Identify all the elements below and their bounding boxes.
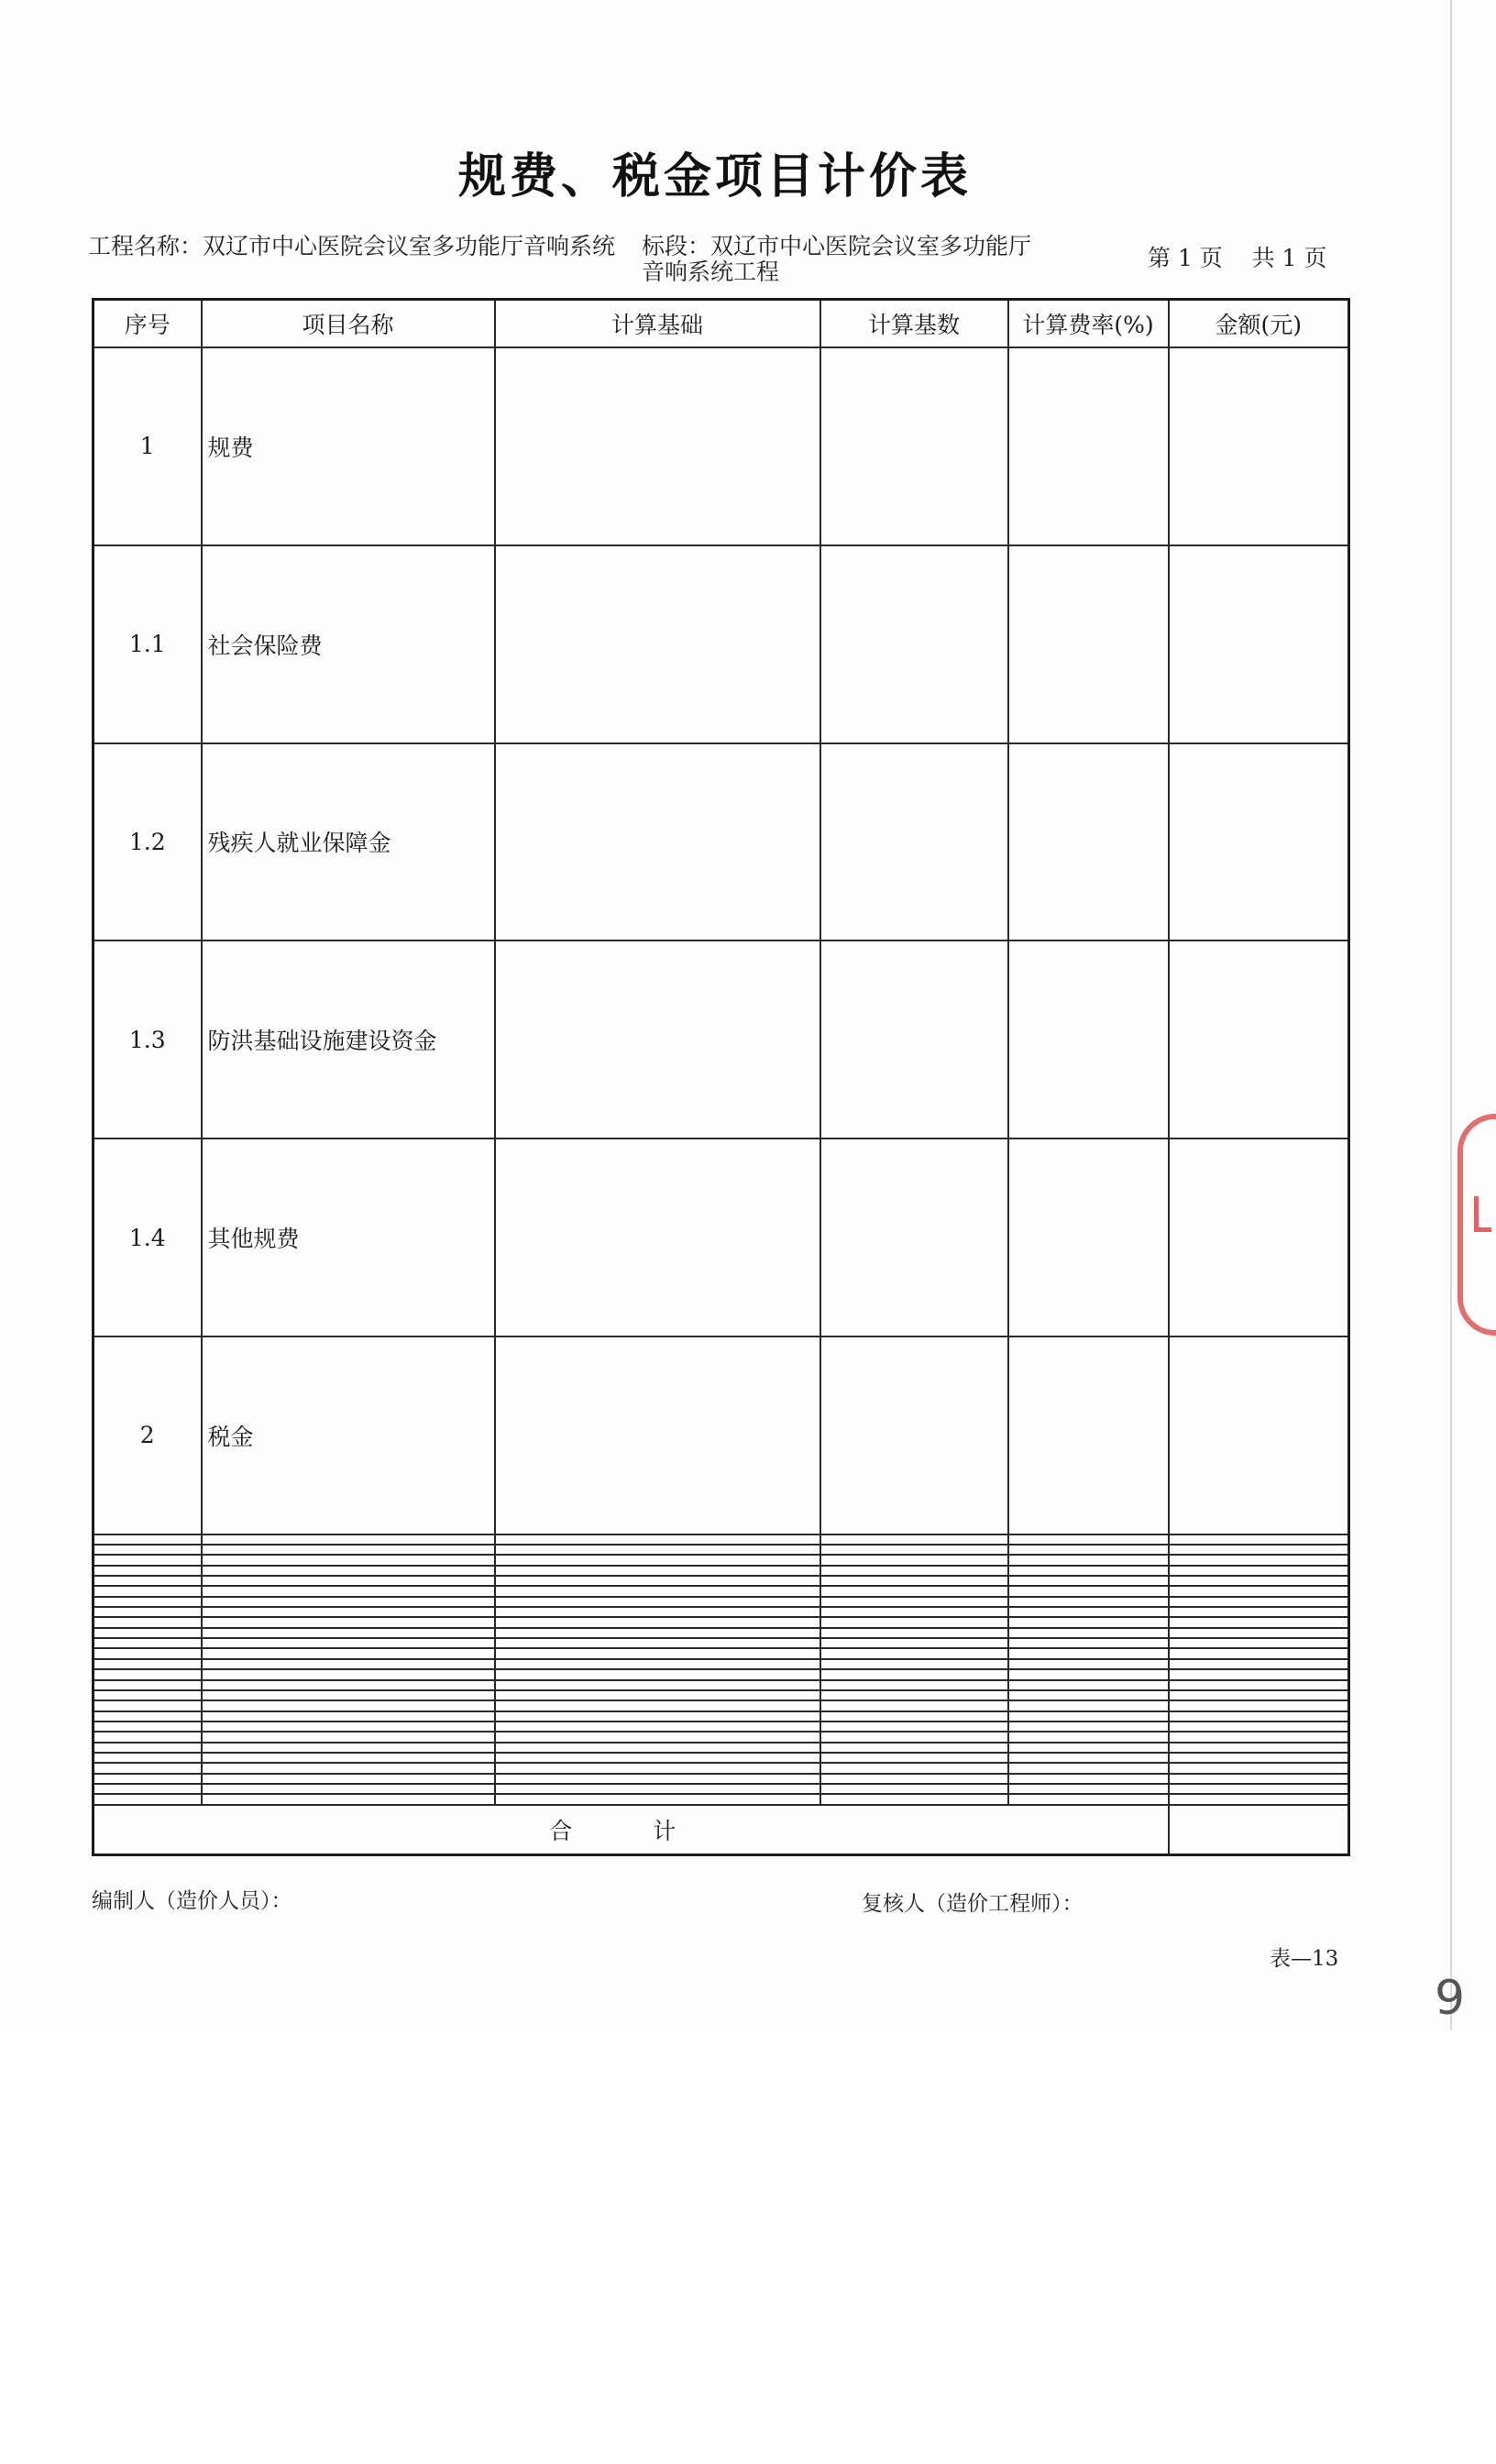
cell-base	[820, 1700, 1008, 1710]
cell-name	[202, 1534, 495, 1545]
cell-amount	[1169, 1576, 1349, 1586]
cell-basis	[495, 1336, 820, 1534]
cell-base	[820, 1597, 1008, 1607]
cell-no: 1	[94, 347, 202, 545]
cell-rate	[1008, 1763, 1169, 1773]
cell-amount	[1169, 545, 1349, 743]
cell-base	[820, 1690, 1008, 1700]
table-row	[94, 743, 1349, 941]
table-row	[94, 1690, 1349, 1700]
cell-name	[202, 1638, 495, 1648]
cell-basis	[495, 1794, 820, 1805]
cell-name	[202, 1576, 495, 1586]
cell-name	[202, 1597, 495, 1607]
cell-name	[202, 1794, 495, 1805]
cell-rate	[1008, 1336, 1169, 1534]
cell-amount	[1169, 1138, 1349, 1336]
cell-amount	[1169, 1722, 1349, 1732]
table-row	[94, 1743, 1349, 1753]
cell-no	[94, 1566, 202, 1576]
cell-base	[820, 1534, 1008, 1545]
cell-basis	[495, 1566, 820, 1576]
cell-name	[202, 1732, 495, 1742]
cell-rate	[1008, 545, 1169, 743]
cell-amount	[1169, 1597, 1349, 1607]
cell-no	[94, 1638, 202, 1648]
cell-rate	[1008, 1648, 1169, 1658]
cell-basis	[495, 1638, 820, 1648]
cell-amount	[1169, 1711, 1349, 1722]
table-row	[94, 347, 1349, 545]
cell-rate	[1008, 1617, 1169, 1627]
cell-basis	[495, 1722, 820, 1732]
cell-no	[94, 1607, 202, 1617]
cell-no	[94, 1722, 202, 1732]
cell-name	[202, 1545, 495, 1555]
cell-base	[820, 1680, 1008, 1690]
total-amount-cell	[1169, 1805, 1349, 1855]
table-row	[94, 545, 1349, 743]
cell-amount	[1169, 1690, 1349, 1700]
cell-rate	[1008, 1711, 1169, 1722]
cell-amount	[1169, 1680, 1349, 1690]
reviewer-signature-line: 复核人（造价工程师）：	[862, 1892, 1084, 1916]
cell-amount	[1169, 1648, 1349, 1658]
cell-amount	[1169, 1566, 1349, 1576]
compiler-signature-line: 编制人（造价人员）：	[92, 1889, 292, 1913]
cell-basis	[495, 347, 820, 545]
cell-amount	[1169, 1743, 1349, 1753]
cell-name: 规费	[202, 347, 495, 545]
cell-base	[820, 1732, 1008, 1742]
page-total: 共 1 页	[1251, 245, 1327, 271]
cell-name: 其他规费	[202, 1138, 495, 1336]
cell-rate	[1008, 1534, 1169, 1545]
cell-rate	[1008, 1659, 1169, 1669]
cell-basis	[495, 1669, 820, 1679]
fee-table	[92, 298, 1350, 1856]
table-row	[94, 1566, 1349, 1576]
cell-basis	[495, 1138, 820, 1336]
table-row	[94, 1784, 1349, 1794]
cell-base	[820, 940, 1008, 1138]
cell-basis	[495, 940, 820, 1138]
total-row	[94, 1805, 1349, 1855]
cell-name	[202, 1555, 495, 1565]
cell-no	[94, 1690, 202, 1700]
cell-rate	[1008, 940, 1169, 1138]
cell-base	[820, 1794, 1008, 1805]
cell-basis	[495, 1690, 820, 1700]
cell-amount	[1169, 1336, 1349, 1534]
cell-rate	[1008, 1700, 1169, 1710]
cell-no	[94, 1669, 202, 1679]
page-info	[1148, 246, 1326, 271]
table-row	[94, 1722, 1349, 1732]
cell-basis	[495, 1617, 820, 1627]
cell-base	[820, 1722, 1008, 1732]
cell-base	[820, 1648, 1008, 1658]
cell-rate	[1008, 1597, 1169, 1607]
cell-amount	[1169, 1732, 1349, 1742]
cell-basis	[495, 1784, 820, 1794]
col-header-rate: 计算费率(%)	[1008, 300, 1169, 348]
cell-amount	[1169, 1753, 1349, 1763]
cell-basis	[495, 1555, 820, 1565]
cell-basis	[495, 1711, 820, 1722]
cell-rate	[1008, 1774, 1169, 1784]
table-row	[94, 1628, 1349, 1638]
table-row	[94, 1659, 1349, 1669]
table-row	[94, 940, 1349, 1138]
cell-base	[820, 1669, 1008, 1679]
cell-amount	[1169, 1638, 1349, 1648]
cell-base	[820, 1617, 1008, 1627]
col-header-basis: 计算基础	[495, 300, 820, 348]
cell-no	[94, 1617, 202, 1627]
cell-name	[202, 1711, 495, 1722]
cell-rate	[1008, 347, 1169, 545]
handwritten-page-number: 9	[1435, 1971, 1466, 2026]
cell-rate	[1008, 743, 1169, 941]
cell-basis	[495, 1743, 820, 1753]
cell-amount	[1169, 743, 1349, 941]
cell-name	[202, 1784, 495, 1794]
page-current: 第 1 页	[1148, 245, 1223, 271]
cell-rate	[1008, 1628, 1169, 1638]
cell-no	[94, 1743, 202, 1753]
cell-base	[820, 1607, 1008, 1617]
cell-no: 2	[94, 1336, 202, 1534]
project-name: 工程名称：双辽市中心医院会议室多功能厅音响系统	[88, 233, 616, 259]
total-label-text: 合 计	[549, 1818, 713, 1844]
section-name: 标段：双辽市中心医院会议室多功能厅音响系统工程	[642, 233, 1032, 285]
cell-no: 1.2	[94, 743, 202, 941]
cell-name	[202, 1753, 495, 1763]
cell-base	[820, 743, 1008, 941]
cell-rate	[1008, 1138, 1169, 1336]
cell-name: 社会保险费	[202, 545, 495, 743]
cell-rate	[1008, 1607, 1169, 1617]
cell-rate	[1008, 1753, 1169, 1763]
cell-rate	[1008, 1555, 1169, 1565]
table-row	[94, 1545, 1349, 1555]
cell-name: 残疾人就业保障金	[202, 743, 495, 941]
table-row	[94, 1138, 1349, 1336]
seal-mark	[1474, 1196, 1491, 1232]
cell-name	[202, 1743, 495, 1753]
table-row	[94, 1576, 1349, 1586]
table-row	[94, 1336, 1349, 1534]
cell-basis	[495, 1732, 820, 1742]
cell-basis	[495, 1628, 820, 1638]
cell-base	[820, 1576, 1008, 1586]
col-header-amount: 金额(元)	[1169, 300, 1349, 348]
cell-base	[820, 1138, 1008, 1336]
cell-no	[94, 1763, 202, 1773]
document-title: 规费、税金项目计价表	[457, 148, 972, 204]
col-header-no: 序号	[94, 300, 202, 348]
cell-no	[94, 1753, 202, 1763]
cell-no	[94, 1586, 202, 1596]
cell-basis	[495, 1774, 820, 1784]
cell-base	[820, 1566, 1008, 1576]
table-row	[94, 1617, 1349, 1627]
cell-name: 税金	[202, 1336, 495, 1534]
cell-no	[94, 1784, 202, 1794]
cell-amount	[1169, 1659, 1349, 1669]
cell-amount	[1169, 1555, 1349, 1565]
cell-no	[94, 1534, 202, 1545]
cell-basis	[495, 743, 820, 941]
table-row	[94, 1711, 1349, 1722]
cell-basis	[495, 1680, 820, 1690]
cell-base	[820, 1711, 1008, 1722]
form-number: 表—13	[1270, 1947, 1339, 1971]
col-header-base: 计算基数	[820, 300, 1008, 348]
cell-name	[202, 1774, 495, 1784]
cell-basis	[495, 1576, 820, 1586]
cell-base	[820, 1659, 1008, 1669]
table-header-row	[94, 300, 1349, 348]
cell-no	[94, 1659, 202, 1669]
cell-name	[202, 1566, 495, 1576]
cell-name	[202, 1763, 495, 1773]
cell-rate	[1008, 1638, 1169, 1648]
cell-rate	[1008, 1576, 1169, 1586]
cell-rate	[1008, 1680, 1169, 1690]
cell-no	[94, 1545, 202, 1555]
cell-name	[202, 1680, 495, 1690]
cell-no	[94, 1680, 202, 1690]
cell-base	[820, 1784, 1008, 1794]
cell-amount	[1169, 1700, 1349, 1710]
table-row	[94, 1774, 1349, 1784]
table-row	[94, 1753, 1349, 1763]
cell-basis	[495, 1763, 820, 1773]
cell-amount	[1169, 1763, 1349, 1773]
cell-base	[820, 1336, 1008, 1534]
cell-no	[94, 1700, 202, 1710]
cell-basis	[495, 1586, 820, 1596]
total-label	[94, 1805, 1169, 1855]
table-row	[94, 1586, 1349, 1596]
cell-base	[820, 1628, 1008, 1638]
cell-base	[820, 1586, 1008, 1596]
cell-name	[202, 1659, 495, 1669]
cell-rate	[1008, 1743, 1169, 1753]
cell-name	[202, 1617, 495, 1627]
cell-basis	[495, 1700, 820, 1710]
cell-rate	[1008, 1722, 1169, 1732]
cell-no	[94, 1628, 202, 1638]
cell-amount	[1169, 1534, 1349, 1545]
cell-no	[94, 1774, 202, 1784]
cell-name	[202, 1722, 495, 1732]
cell-rate	[1008, 1690, 1169, 1700]
cell-basis	[495, 1648, 820, 1658]
cell-base	[820, 1555, 1008, 1565]
cell-amount	[1169, 1545, 1349, 1555]
cell-basis	[495, 1534, 820, 1545]
table-row	[94, 1555, 1349, 1565]
table-row	[94, 1794, 1349, 1805]
cell-amount	[1169, 1628, 1349, 1638]
cell-no	[94, 1576, 202, 1586]
cell-no	[94, 1794, 202, 1805]
cell-amount	[1169, 940, 1349, 1138]
cell-name	[202, 1648, 495, 1658]
cell-rate	[1008, 1669, 1169, 1679]
cell-amount	[1169, 1784, 1349, 1794]
cell-base	[820, 1753, 1008, 1763]
table-row	[94, 1763, 1349, 1773]
cell-no: 1.1	[94, 545, 202, 743]
cell-no	[94, 1597, 202, 1607]
cell-rate	[1008, 1732, 1169, 1742]
cell-name	[202, 1628, 495, 1638]
cell-base	[820, 1763, 1008, 1773]
cell-basis	[495, 1597, 820, 1607]
cell-base	[820, 347, 1008, 545]
cell-basis	[495, 1753, 820, 1763]
cell-name	[202, 1690, 495, 1700]
table-row	[94, 1700, 1349, 1710]
cell-base	[820, 1638, 1008, 1648]
table-row	[94, 1732, 1349, 1742]
table-row	[94, 1607, 1349, 1617]
cell-no	[94, 1648, 202, 1658]
cell-no	[94, 1711, 202, 1722]
cell-no: 1.3	[94, 940, 202, 1138]
cell-amount	[1169, 1794, 1349, 1805]
table-row	[94, 1597, 1349, 1607]
col-header-item-name: 项目名称	[202, 300, 495, 348]
cell-name	[202, 1586, 495, 1596]
cell-amount	[1169, 1774, 1349, 1784]
scan-edge	[1450, 0, 1452, 2030]
cell-rate	[1008, 1784, 1169, 1794]
table-row	[94, 1638, 1349, 1648]
cell-basis	[495, 545, 820, 743]
table-body	[94, 347, 1349, 1805]
table-row	[94, 1669, 1349, 1679]
cell-name	[202, 1669, 495, 1679]
cell-base	[820, 1545, 1008, 1555]
table-row	[94, 1680, 1349, 1690]
cell-no	[94, 1555, 202, 1565]
cell-amount	[1169, 1617, 1349, 1627]
cell-rate	[1008, 1545, 1169, 1555]
cell-rate	[1008, 1586, 1169, 1596]
table-row	[94, 1648, 1349, 1658]
cell-name: 防洪基础设施建设资金	[202, 940, 495, 1138]
cell-amount	[1169, 1586, 1349, 1596]
cell-basis	[495, 1659, 820, 1669]
cell-name	[202, 1700, 495, 1710]
cell-amount	[1169, 1669, 1349, 1679]
cell-base	[820, 1774, 1008, 1784]
cell-base	[820, 545, 1008, 743]
cell-amount	[1169, 347, 1349, 545]
cell-rate	[1008, 1794, 1169, 1805]
cell-basis	[495, 1545, 820, 1555]
cell-no: 1.4	[94, 1138, 202, 1336]
cell-rate	[1008, 1566, 1169, 1576]
cell-no	[94, 1732, 202, 1742]
cell-amount	[1169, 1607, 1349, 1617]
cell-basis	[495, 1607, 820, 1617]
table-row	[94, 1534, 1349, 1545]
cell-base	[820, 1743, 1008, 1753]
cell-name	[202, 1607, 495, 1617]
